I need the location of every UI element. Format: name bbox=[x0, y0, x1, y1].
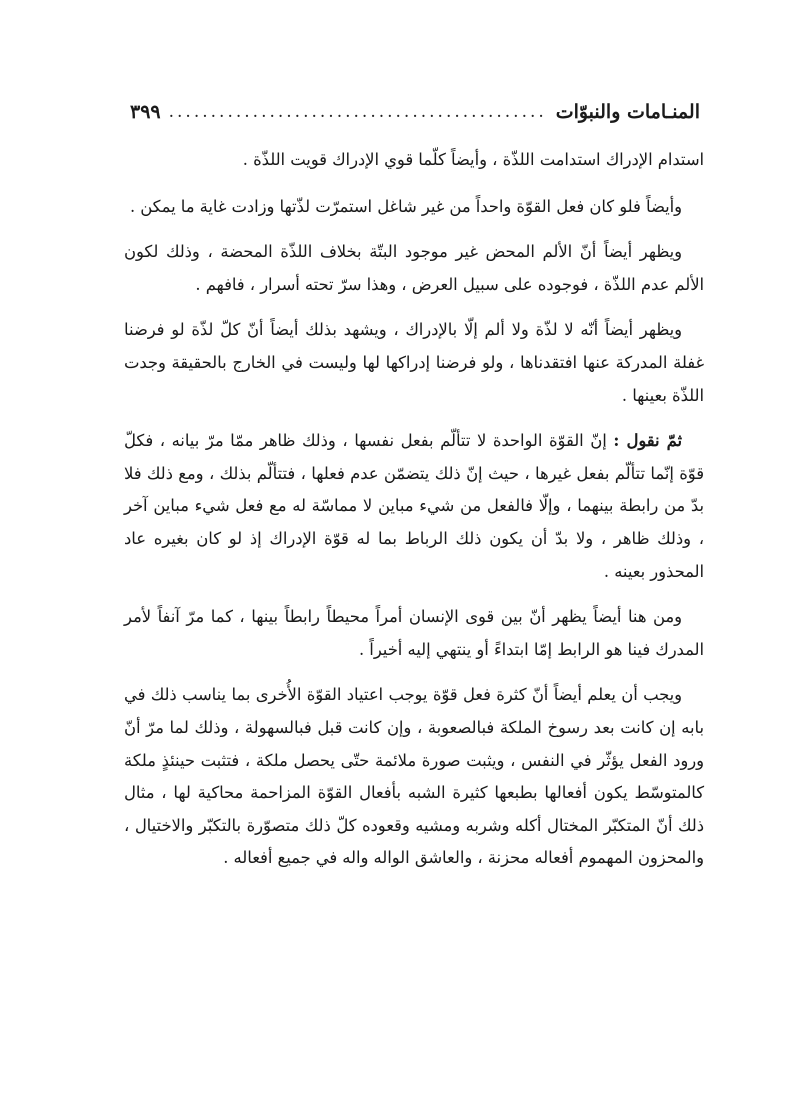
paragraph bbox=[124, 425, 704, 588]
page-number: ٣٩٩ bbox=[130, 101, 161, 123]
page-header bbox=[130, 96, 700, 128]
paragraph bbox=[124, 236, 704, 301]
paragraph-text: وأيضاً فلو كان فعل القوّة واحداً من غير شاغل استمرّت لذّتها وزادت غاية ما يمكن . bbox=[129, 196, 682, 216]
paragraph bbox=[124, 601, 704, 666]
paragraph-continued bbox=[124, 144, 704, 177]
paragraph bbox=[124, 191, 704, 224]
paragraph-text: ويجب أن يعلم أيضاً أنّ كثرة فعل قوّة يوجب اعتياد القوّة الأُخرى بما يناسب ذلك في بابه إن كانت بعد رسوخ الملكة فبالصعوبة ، وإن كانت قبل فبالسهولة ، وذلك لما مرّ أنّ ورود الفعل يؤثّر في النفس ، ويثبت صورة ملائمة حتّى يحصل ملكة ، فتثبت حينئذٍ ملكة كالمتوسّط يكون أفعالها بطبعها كثيرة الشبه بأفعال القوّة المزاحمة محاكية لها ، مثال ذلك أنّ المتكبّر المختال أكله وشربه ومشيه وقعوده كلّ ذلك متصوّرة بالتكبّر والاختيال ، والمحزون المهموم أفعاله محزنة ، والعاشق الواله واله في جميع أفعاله . bbox=[124, 685, 704, 868]
paragraph-text: استدام الإدراك استدامت اللذّة ، وأيضاً كلّما قوي الإدراك قويت اللذّة . bbox=[242, 150, 704, 169]
running-title: المنـامات والنبوّات bbox=[555, 101, 700, 123]
paragraph-text: ويظهر أيضاً أنّ الألم المحض غير موجود البتّة بخلاف اللذّة المحضة ، وذلك لكون الألم عدم اللذّة ، فوجوده على سبيل العرض ، وهذا سرّ تحته أسرار ، فافهم . bbox=[124, 242, 704, 294]
paragraph bbox=[124, 679, 704, 875]
paragraph-text: ومن هنا أيضاً يظهر أنّ بين قوى الإنسان أمراً محيطاً رابطاً بينها ، كما مرّ آنفاً لأمر المدرك فينا هو الرابط إمّا ابتداءً أو ينتهي إليه أخيراً . bbox=[124, 607, 704, 659]
paragraph bbox=[124, 314, 704, 412]
paragraph-lead-in: ثمّ نقول : bbox=[613, 431, 682, 451]
body-text bbox=[124, 144, 704, 888]
paragraph-text: إنّ القوّة الواحدة لا تتألّم بفعل نفسها ، وذلك ظاهر ممّا مرّ بيانه ، فكلّ قوّة إنّما تتألّم بفعل غيرها ، حيث إنّ ذلك يتضمّن عدم فعلها ، فتتألّم بذلك ، ومع ذلك فلا بدّ من رابطة بينهما ، وإلّا فالفعل من شيء مباين لا مماسّة له مع فعل شيء مباين آخر ، وذلك ظاهر ، ولا بدّ أن يكون ذلك الرباط بما له قوّة الإدراك إذ لو كان بغيره عاد المحذور بعينه . bbox=[124, 431, 704, 581]
header-dot-leader bbox=[169, 102, 548, 122]
paragraph-text: ويظهر أيضاً أنّه لا لذّة ولا ألم إلّا بالإدراك ، ويشهد بذلك أيضاً أنّ كلّ لذّة لو فرضنا غفلة المدركة عنها افتقدناها ، ولو فرضنا إدراكها لها وليست في الخارج بالحقيقة وجدت اللذّة بعينها . bbox=[124, 320, 704, 405]
